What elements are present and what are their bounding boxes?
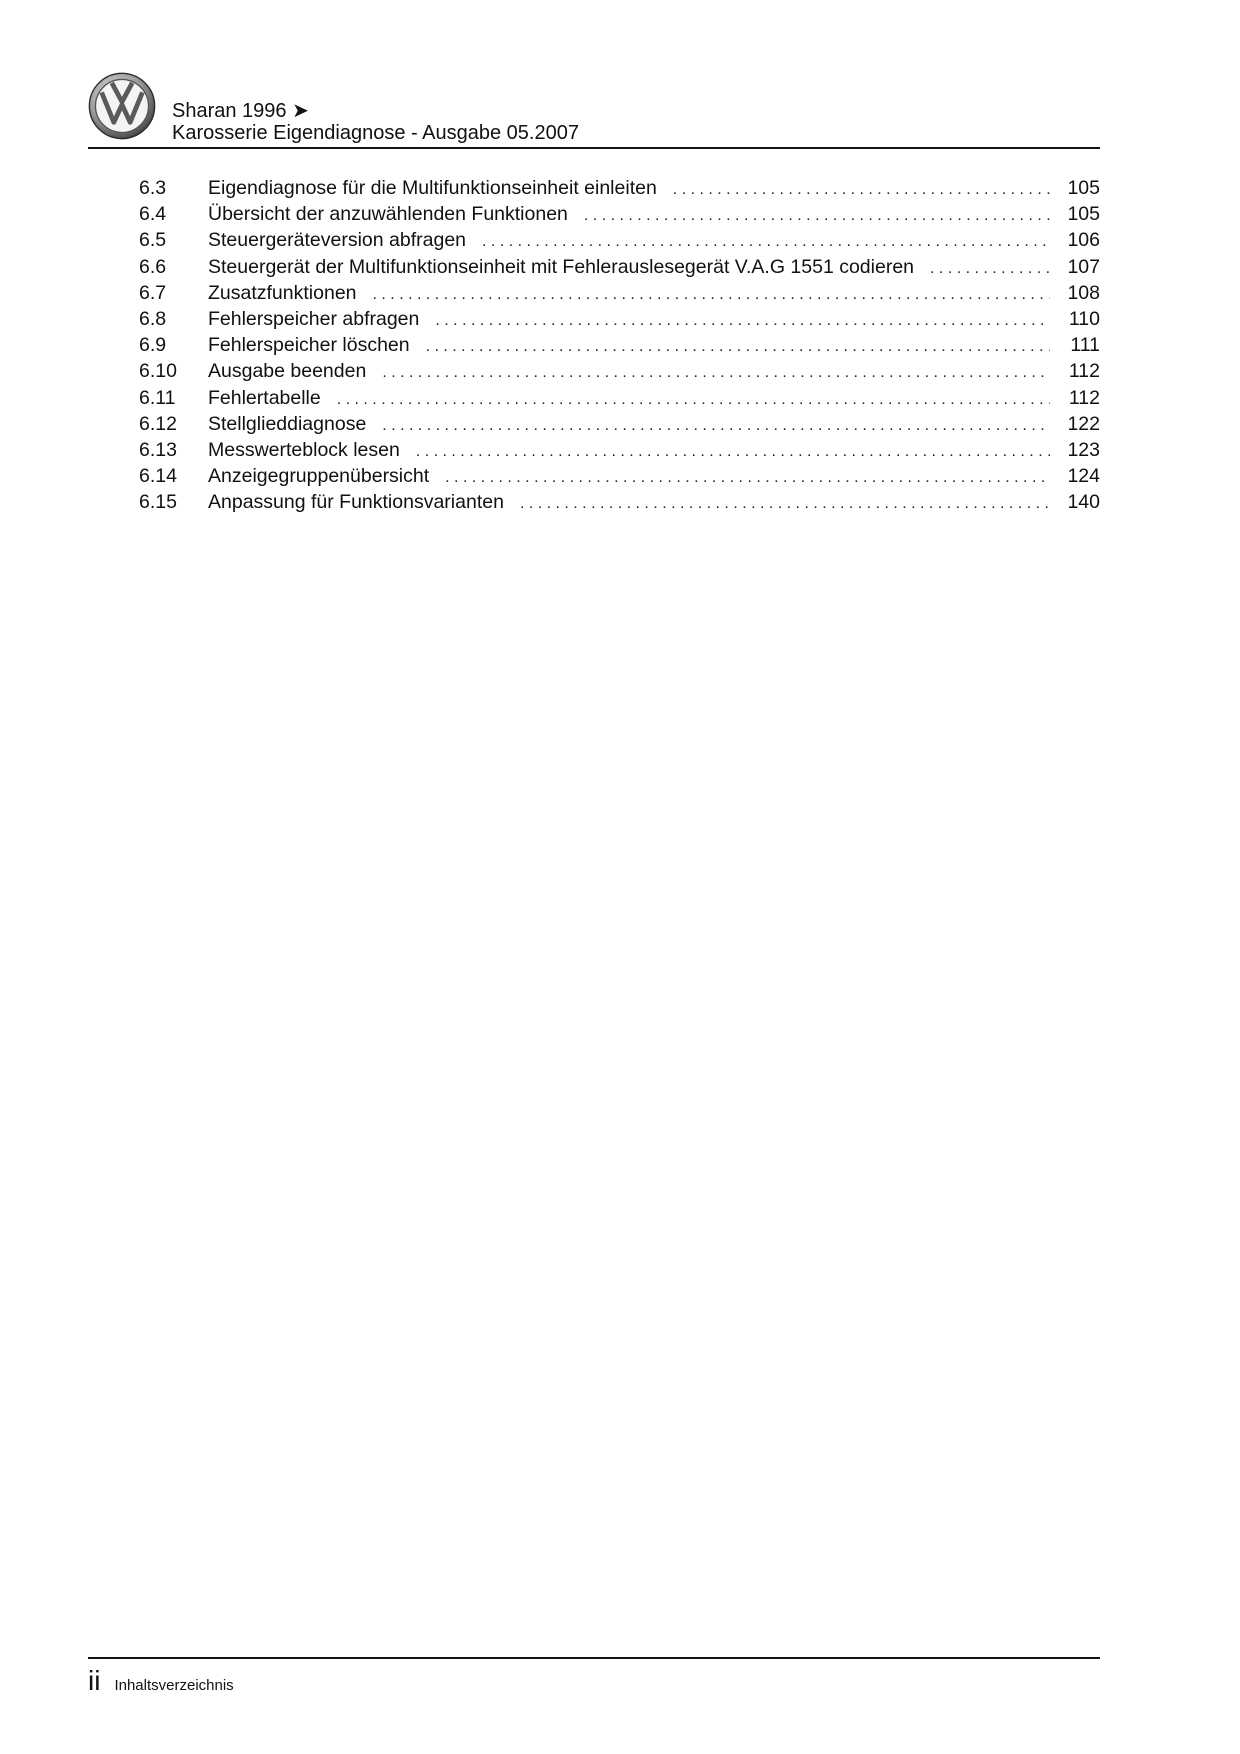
toc-entry[interactable] xyxy=(139,489,1100,515)
toc-leader-dots xyxy=(673,177,1050,203)
toc-entry-title[interactable]: Eigendiagnose für die Multifunktionseinheit einleiten xyxy=(208,177,657,199)
toc-leader-dots xyxy=(426,334,1050,360)
toc-entry[interactable] xyxy=(139,254,1100,280)
toc-entry-page[interactable]: 108 xyxy=(1067,281,1100,304)
toc-leader-dots xyxy=(435,308,1050,334)
toc-leader-dots xyxy=(482,229,1050,255)
toc-entry-number: 6.5 xyxy=(139,229,167,252)
footer-page-number: ii xyxy=(88,1665,101,1696)
page-footer xyxy=(88,1664,234,1698)
toc-entry-page[interactable]: 111 xyxy=(1070,334,1100,357)
toc-entry-number: 6.11 xyxy=(139,386,176,409)
toc-entry-number: 6.8 xyxy=(139,307,167,330)
header-model: Sharan 1996 ➤ xyxy=(172,100,309,122)
table-of-contents xyxy=(139,175,1100,515)
toc-entry-number: 6.7 xyxy=(139,281,167,304)
toc-entry-title[interactable]: Messwerteblock lesen xyxy=(208,438,400,461)
toc-entry-number: 6.9 xyxy=(139,334,167,357)
toc-entry-number: 6.12 xyxy=(139,412,177,435)
toc-entry[interactable] xyxy=(139,358,1100,384)
toc-entry-number: 6.14 xyxy=(139,465,177,488)
toc-entry-page[interactable]: 105 xyxy=(1067,177,1100,199)
toc-entry-number: 6.6 xyxy=(139,255,167,278)
toc-entry[interactable] xyxy=(139,385,1100,411)
toc-entry[interactable] xyxy=(139,463,1100,489)
toc-entry-page[interactable]: 106 xyxy=(1067,229,1100,252)
toc-entry[interactable] xyxy=(139,175,1100,201)
toc-entry-number: 6.10 xyxy=(139,360,177,383)
toc-entry-title[interactable]: Steuergeräteversion abfragen xyxy=(208,229,467,252)
toc-entry[interactable] xyxy=(139,332,1100,358)
toc-entry-page[interactable]: 110 xyxy=(1068,307,1100,330)
toc-entry-title[interactable]: Anpassung für Funktionsvarianten xyxy=(208,491,504,514)
header-text xyxy=(172,100,579,144)
toc-leader-dots xyxy=(382,360,1050,386)
toc-entry-title[interactable]: Zusatzfunktionen xyxy=(208,281,357,304)
toc-entry-page[interactable]: 122 xyxy=(1067,412,1100,435)
toc-leader-dots xyxy=(416,439,1050,465)
vw-logo-icon xyxy=(88,72,156,140)
toc-leader-dots xyxy=(382,413,1050,439)
toc-leader-dots xyxy=(520,491,1050,517)
toc-entry-page[interactable]: 140 xyxy=(1067,491,1100,514)
toc-leader-dots xyxy=(930,256,1050,282)
toc-entry-title[interactable]: Fehlertabelle xyxy=(208,386,321,409)
toc-entry[interactable] xyxy=(139,411,1100,437)
toc-leader-dots xyxy=(337,387,1050,413)
toc-entry-page[interactable]: 105 xyxy=(1067,203,1100,226)
toc-entry[interactable] xyxy=(139,437,1100,463)
toc-entry-title[interactable]: Übersicht der anzuwählenden Funktionen xyxy=(208,203,568,226)
page-header xyxy=(88,72,1100,150)
toc-entry-page[interactable]: 124 xyxy=(1067,465,1100,488)
toc-entry-title[interactable]: Fehlerspeicher löschen xyxy=(208,334,410,357)
toc-entry-title[interactable]: Anzeigegruppenübersicht xyxy=(208,465,430,488)
toc-leader-dots xyxy=(584,203,1050,229)
toc-entry-number: 6.4 xyxy=(139,203,167,226)
footer-label: Inhaltsverzeichnis xyxy=(114,1677,234,1694)
toc-entry-title[interactable]: Stellglieddiagnose xyxy=(208,412,367,435)
header-rule xyxy=(88,147,1100,149)
toc-entry-title[interactable]: Fehlerspeicher abfragen xyxy=(208,307,420,330)
toc-entry-page[interactable]: 107 xyxy=(1067,255,1100,278)
toc-entry-number: 6.13 xyxy=(139,438,177,461)
toc-leader-dots xyxy=(445,465,1050,491)
footer-rule xyxy=(88,1657,1100,1659)
toc-entry-page[interactable]: 112 xyxy=(1068,360,1100,383)
toc-entry[interactable] xyxy=(139,306,1100,332)
toc-entry-title[interactable]: Steuergerät der Multifunktionseinheit mit Fehlerauslesegerät V.A.G 1551 codieren xyxy=(208,255,915,278)
toc-entry[interactable] xyxy=(139,227,1100,253)
toc-entry-title[interactable]: Ausgabe beenden xyxy=(208,360,367,383)
toc-entry-number: 6.3 xyxy=(139,177,167,199)
toc-entry-page[interactable]: 112 xyxy=(1068,386,1100,409)
toc-entry-page[interactable]: 123 xyxy=(1067,438,1100,461)
toc-entry[interactable] xyxy=(139,201,1100,227)
header-subtitle: Karosserie Eigendiagnose - Ausgabe 05.2007 xyxy=(172,122,579,144)
toc-entry-number: 6.15 xyxy=(139,491,177,514)
toc-leader-dots xyxy=(373,282,1050,308)
toc-entry[interactable] xyxy=(139,280,1100,306)
